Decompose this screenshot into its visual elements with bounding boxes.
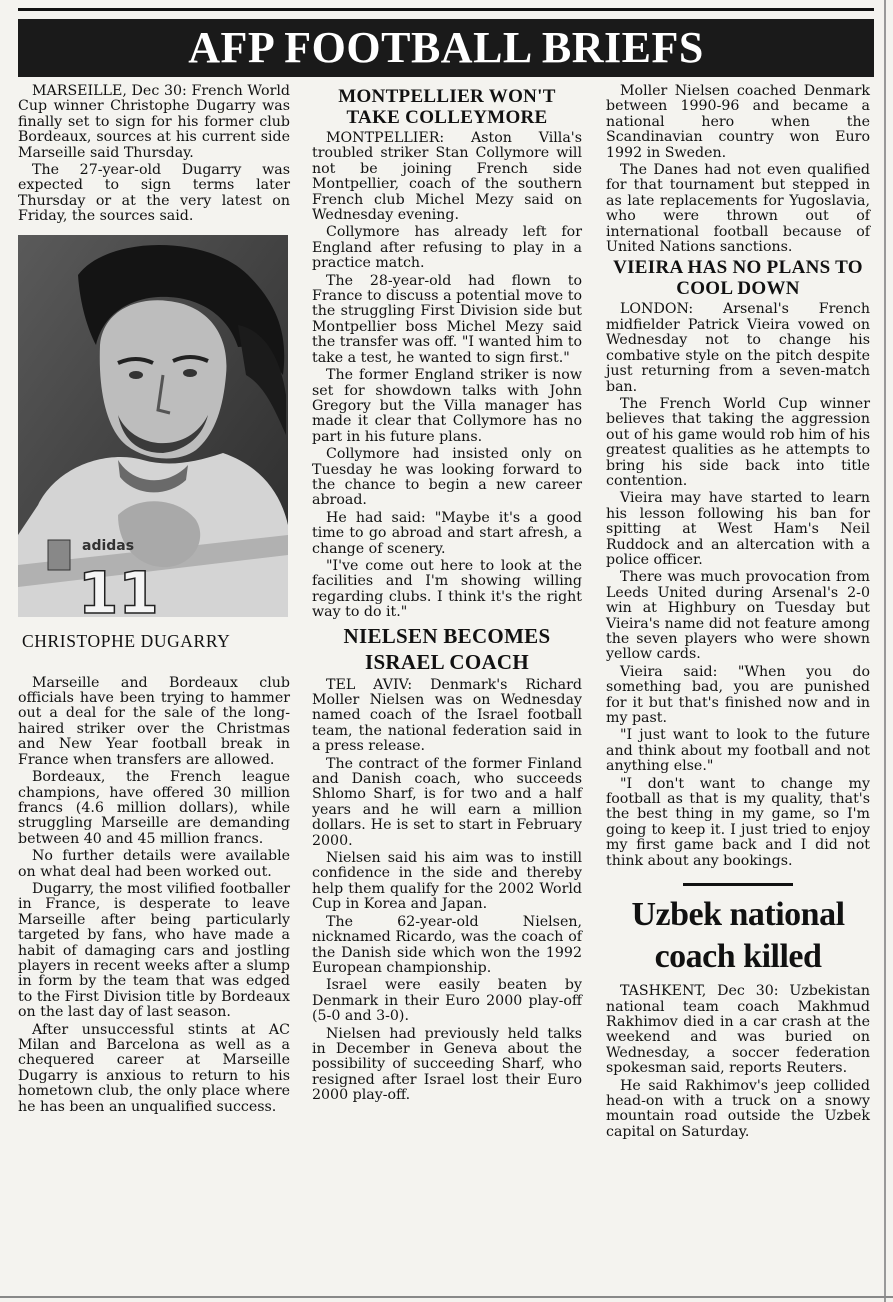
article-paragraph: MARSEILLE, Dec 30: French World Cup winner Christophe Dugarry was finally set to sign for his former club Bordeaux, sources at his current side Marseille said Thursday. xyxy=(18,83,290,161)
column-2 xyxy=(312,84,582,1106)
section-divider xyxy=(683,883,793,886)
article-paragraph: The 28-year-old had flown to France to discuss a potential move to the struggling First Division side but Montpellier boss Michel Mezy said the transfer was off. "I wanted him to take a test, he wanted to sign first." xyxy=(312,272,582,366)
uzbek-headline: Uzbek national coach killed xyxy=(631,896,845,976)
article-paragraph: He said Rakhimov's jeep collided head-on with a truck on a snowy mountain road outside the Uzbek capital on Saturday. xyxy=(606,1077,870,1140)
article-paragraph: "I just want to look to the future and think about my football and not anything else." xyxy=(606,727,870,775)
top-rule xyxy=(18,8,874,11)
page-edge-rule xyxy=(884,0,886,1302)
article-paragraph: Nielsen had previously held talks in December in Geneva about the possibility of succeeding Sharf, who resigned after Israel lost their Euro 2000 play-off. xyxy=(312,1025,582,1104)
article-paragraph: MONTPELLIER: Aston Villa's troubled striker Stan Collymore will not be joining French side Montpellier, coach of the southern French club Michel Mezy said on Wednesday evening. xyxy=(312,130,582,224)
article-paragraph: The French World Cup winner believes that taking the aggression out of his game would rob him of his greatest qualities as he attempts to bring his side back into title contention. xyxy=(606,395,870,489)
article-paragraph: Israel were easily beaten by Denmark in their Euro 2000 play-off (5-0 and 3-0). xyxy=(312,977,582,1025)
article-paragraph: Moller Nielsen coached Denmark between 1990-96 and became a national hero when the Scandinavian country won Euro 1992 in Sweden. xyxy=(606,83,870,161)
nielsen-headline: NIELSEN BECOMES ISRAEL COACH xyxy=(343,623,551,674)
vieira-headline: VIEIRA HAS NO PLANS TO COOL DOWN xyxy=(613,257,863,300)
article-paragraph: No further details were available on what deal had been worked out. xyxy=(18,848,290,880)
column-3 xyxy=(606,84,870,1142)
article-paragraph: Vieira may have started to learn his lesson following his ban for spitting at West Ham's Neil Ruddock and an altercation with a police officer. xyxy=(606,490,870,568)
jersey-number: 11 xyxy=(78,558,159,617)
article-paragraph: He had said: "Maybe it's a good time to go abroad and start afresh, a change of scenery. xyxy=(312,509,582,557)
article-paragraph: TASHKENT, Dec 30: Uzbekistan national team coach Makhmud Rakhimov died in a car crash at the weekend and was buried on Wednesday, a soccer federation spokesman said, reports Reuters. xyxy=(606,983,870,1077)
article-paragraph: Bordeaux, the French league champions, have offered 30 million francs (4.6 million dollars), while struggling Marseille are demanding between 40 and 45 million francs. xyxy=(18,769,290,847)
nielsen-article xyxy=(312,623,582,1104)
article-paragraph: LONDON: Arsenal's French midfielder Patrick Vieira vowed on Wednesday not to change his combative style on the pitch despite just returning from a seven-match ban. xyxy=(606,301,870,395)
article-paragraph: Dugarry, the most vilified footballer in France, is desperate to leave Marseille after being particularly targeted by fans, who have made a habit of damaging cars and jostling players in recent weeks after a slump in form by the team that was edged to the First Division title by Bordeaux on the last day of last season. xyxy=(18,880,290,1021)
article-paragraph: The contract of the former Finland and Danish coach, who succeeds Shlomo Sharf, is for two and a half years and he will earn a million dollars. He is set to start in February 2000. xyxy=(312,755,582,849)
article-paragraph: The 27-year-old Dugarry was expected to sign terms later Thursday or at the very latest on Friday, the sources said. xyxy=(18,162,290,225)
article-paragraph: "I've come out here to look at the facilities and I'm showing willing regarding clubs. I think it's the right way to do it." xyxy=(312,557,582,621)
article-paragraph: "I don't want to change my football as that is my quality, that's the best thing in my game, so I'm going to keep it. I just tried to enjoy my first game back and I did not think about any bookings. xyxy=(606,775,870,869)
dugarry-photo xyxy=(18,235,288,617)
page-bottom-rule xyxy=(0,1296,893,1298)
montpellier-article xyxy=(312,86,582,621)
player-portrait xyxy=(18,235,288,617)
article-paragraph: The former England striker is now set for showdown talks with John Gregory but the Villa manager has made it clear that Collymore has no part in his future plans. xyxy=(312,367,582,445)
article-paragraph: There was much provocation from Leeds United during Arsenal's 2-0 win at Highbury on Tuesday but Vieira's name did not feature among the seven players who were shown yellow cards. xyxy=(606,569,870,663)
article-paragraph: Collymore had insisted only on Tuesday he was looking forward to the chance to begin a new career abroad. xyxy=(312,446,582,509)
article-paragraph: The Danes had not even qualified for that tournament but stepped in as late replacements for Yugoslavia, who were thrown out of international football because of United Nations sanctions. xyxy=(606,162,870,256)
page-banner: AFP FOOTBALL BRIEFS xyxy=(18,19,874,77)
article-paragraph: TEL AVIV: Denmark's Richard Moller Nielsen was on Wednesday named coach of the Israel football team, the national federation said in a press release. xyxy=(312,676,582,755)
article-paragraph: Marseille and Bordeaux club officials have been trying to hammer out a deal for the sale of the long-haired striker over the Christmas and New Year football break in France when transfers are allowed. xyxy=(18,674,290,768)
dugarry-article xyxy=(18,84,290,1115)
photo-caption: CHRISTOPHE DUGARRY xyxy=(22,630,231,651)
column-1 xyxy=(18,84,290,1117)
vieira-article xyxy=(606,257,870,869)
article-paragraph: The 62-year-old Nielsen, nicknamed Ricardo, was the coach of the Danish side which won the 1992 European championship. xyxy=(312,913,582,976)
article-paragraph: Vieira said: "When you do something bad, you are punished for it but that's finished now and in my past. xyxy=(606,663,870,727)
montpellier-headline: MONTPELLIER WON'T TAKE COLLEYMORE xyxy=(338,86,556,128)
jersey-brand: adidas xyxy=(82,537,135,554)
article-paragraph: Nielsen said his aim was to instill confidence in the side and thereby help them qualify for the 2002 World Cup in Korea and Japan. xyxy=(312,850,582,913)
article-paragraph: Collymore has already left for England after refusing to play in a practice match. xyxy=(312,224,582,272)
uzbek-article xyxy=(606,894,870,1140)
article-paragraph: After unsuccessful stints at AC Milan and Barcelona as well as a chequered career at Marseille Dugarry is anxious to return to his hometown club, the only place where he has been an unqualified success. xyxy=(18,1021,290,1115)
